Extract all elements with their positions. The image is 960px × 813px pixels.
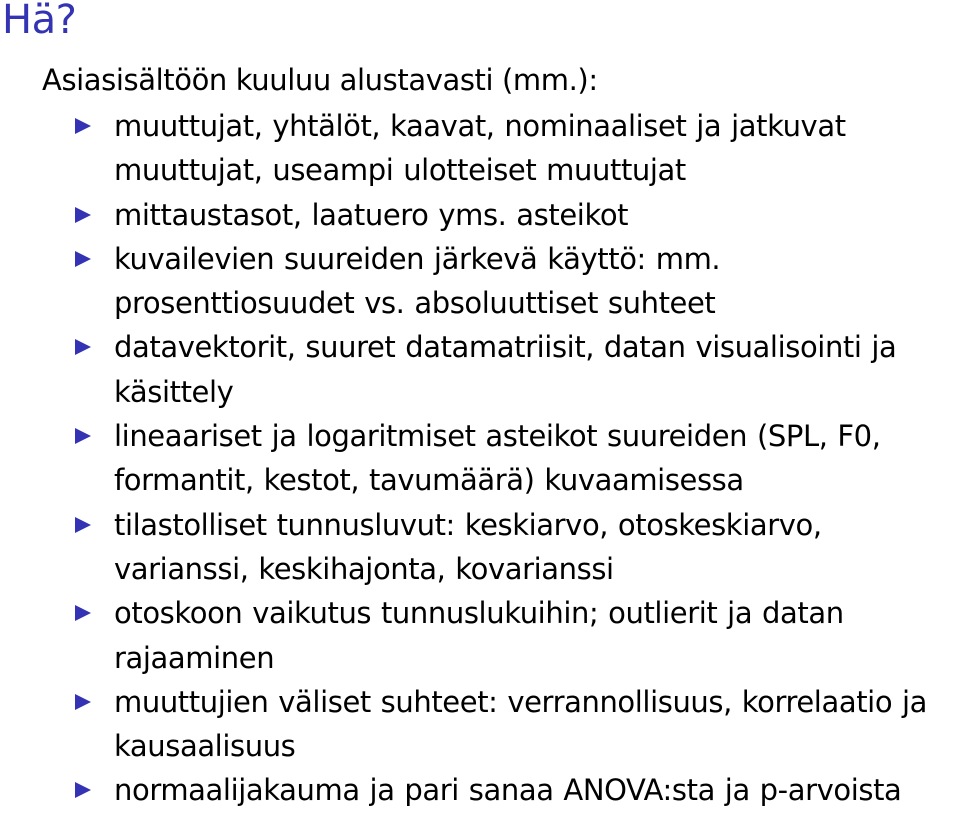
list-item — [0, 591, 960, 680]
triangle-right-icon — [75, 118, 91, 134]
list-item-text: normaalijakauma ja pari sanaa ANOVA:sta ja p-arvoista — [114, 773, 902, 808]
list-item-text: muuttujat, yhtälöt, kaavat, nominaaliset ja jatkuvat muuttujat, useampi ulotteiset muuttujat — [114, 109, 846, 188]
list-item — [0, 768, 960, 812]
triangle-right-icon — [75, 207, 91, 223]
list-item — [0, 503, 960, 592]
list-item — [0, 680, 960, 769]
list-item-text: otoskoon vaikutus tunnuslukuihin; outlierit ja datan rajaaminen — [114, 596, 844, 675]
list-item-text: tilastolliset tunnusluvut: keskiarvo, otoskeskiarvo, varianssi, keskihajonta, kovarianssi — [114, 507, 822, 586]
list-item-text: muuttujien väliset suhteet: verrannollisuus, korrelaatio ja kausaalisuus — [114, 684, 928, 764]
triangle-right-icon — [75, 605, 91, 621]
list-item-text: mittaustasot, laatuero yms. asteikot — [114, 197, 629, 232]
triangle-right-icon — [75, 517, 91, 533]
bullet-list — [0, 104, 960, 813]
triangle-right-icon — [75, 339, 91, 355]
triangle-right-icon — [75, 428, 91, 444]
triangle-right-icon — [75, 694, 91, 710]
list-item — [0, 237, 960, 326]
list-item-text: kuvailevien suureiden järkevä käyttö: mm. prosenttiosuudet vs. absoluuttiset suhteet — [114, 241, 721, 321]
triangle-right-icon — [75, 782, 91, 798]
list-item — [0, 325, 960, 414]
slide-title: Hä? — [2, 0, 77, 43]
triangle-right-icon — [75, 251, 91, 267]
list-item — [0, 104, 960, 193]
intro-text: Asiasisältöön kuuluu alustavasti (mm.): — [42, 63, 598, 97]
list-item — [0, 414, 960, 503]
list-item-text: lineaariset ja logaritmiset asteikot suureiden (SPL, F0, formantit, kestot, tavumäärä) kuvaamisessa — [114, 419, 881, 498]
list-item — [0, 193, 960, 237]
list-item-text: datavektorit, suuret datamatriisit, datan visualisointi ja käsittely — [114, 330, 897, 409]
